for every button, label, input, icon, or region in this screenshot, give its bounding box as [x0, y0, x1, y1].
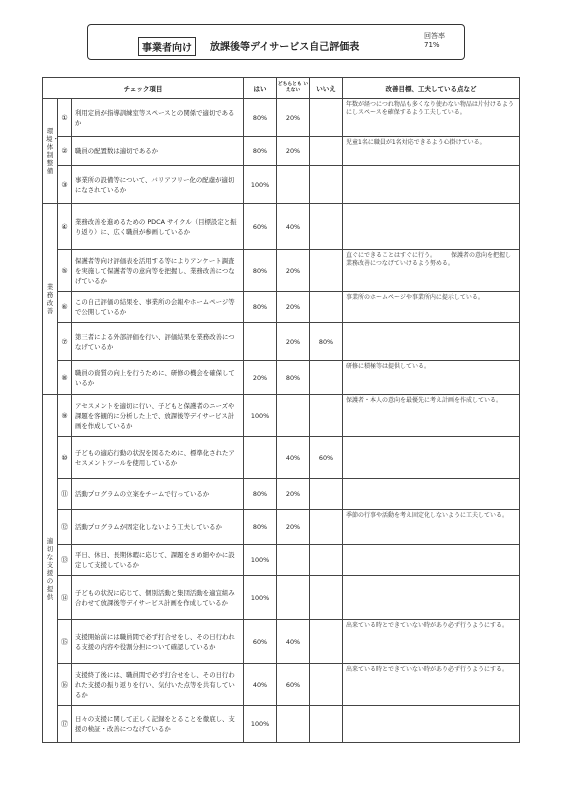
no-value	[310, 166, 343, 204]
improvement-note: 研修に積極等は提供している。	[343, 361, 520, 395]
table-row	[43, 250, 520, 292]
no-value	[310, 361, 343, 395]
check-item: 職員の配置数は適切であるか	[72, 137, 244, 166]
check-item: アセスメントを適切に行い、子どもと保護者のニーズや課題を客観的に分析した上で、放課後等デイサービス計画を作成しているか	[72, 395, 244, 437]
yes-value: 100%	[244, 576, 277, 620]
neither-value: 60%	[277, 664, 310, 706]
neither-value	[277, 395, 310, 437]
header-yes: はい	[244, 78, 277, 99]
category-environment: 環境・体制整備	[43, 99, 58, 204]
table-row	[43, 292, 520, 323]
check-item: 事業所の設備等について、バリアフリー化の配慮が適切になされているか	[72, 166, 244, 204]
improvement-note: 年数が経つにつれ物品も多くなり使わない物品は片付けるようにしスペースを確保するよう工夫している。	[343, 99, 520, 137]
check-item: 活動プログラムが固定化しないよう工夫しているか	[72, 510, 244, 545]
yes-value: 100%	[244, 166, 277, 204]
neither-value	[277, 545, 310, 576]
no-value	[310, 99, 343, 137]
check-item: 日々の支援に関して正しく記録をとることを徹底し、支援の検証・改善につなげているか	[72, 706, 244, 743]
yes-value	[244, 437, 277, 479]
improvement-note	[343, 479, 520, 510]
neither-value: 20%	[277, 292, 310, 323]
check-item: この自己評価の結果を、事業所の会報やホームページ等で公開しているか	[72, 292, 244, 323]
table-row	[43, 479, 520, 510]
response-rate-label: 回答率	[424, 32, 445, 40]
row-number: ③	[58, 166, 72, 204]
row-number: ⑧	[58, 361, 72, 395]
table-row	[43, 664, 520, 706]
table-row	[43, 395, 520, 437]
row-number: ⑮	[58, 620, 72, 664]
check-item: 平日、休日、長期休暇に応じて、課題をきめ細やかに設定して支援しているか	[72, 545, 244, 576]
improvement-note	[343, 545, 520, 576]
improvement-note: 出来ている時とできていない時があり必ず行うようにする。	[343, 620, 520, 664]
improvement-note	[343, 204, 520, 250]
check-item: 業務改善を進めるための PDCA サイクル（目標設定と振り返り）に、広く職員が参画しているか	[72, 204, 244, 250]
response-rate-value: 71%	[424, 41, 440, 49]
neither-value: 20%	[277, 137, 310, 166]
table-row	[43, 545, 520, 576]
table-row	[43, 137, 520, 166]
row-number: ⑦	[58, 323, 72, 361]
no-value	[310, 137, 343, 166]
improvement-note: 出来ている時とできていない時があり必ず行うようにする。	[343, 664, 520, 706]
check-item: 支援終了後には、職員間で必ず打合せをし、その日行われた支援の振り返りを行い、気付いた点等を共有しているか	[72, 664, 244, 706]
improvement-note: 保護者・本人の意向を最優先に考え計画を作成している。	[343, 395, 520, 437]
yes-value: 80%	[244, 250, 277, 292]
category-business: 業務改善	[43, 204, 58, 395]
no-value	[310, 292, 343, 323]
page-title: 放課後等デイサービス自己評価表	[210, 42, 360, 53]
row-number: ⑥	[58, 292, 72, 323]
yes-value: 80%	[244, 510, 277, 545]
check-item: 子どもの状況に応じて、個別活動と集団活動を適宜組み合わせて放課後等デイサービス計画を作成しているか	[72, 576, 244, 620]
improvement-note	[343, 437, 520, 479]
yes-value: 80%	[244, 292, 277, 323]
no-value	[310, 395, 343, 437]
no-value: 80%	[310, 323, 343, 361]
row-number: ⑬	[58, 545, 72, 576]
neither-value: 20%	[277, 479, 310, 510]
no-value	[310, 510, 343, 545]
table-row	[43, 99, 520, 137]
no-value	[310, 664, 343, 706]
improvement-note	[343, 706, 520, 743]
improvement-note	[343, 166, 520, 204]
yes-value: 100%	[244, 545, 277, 576]
row-number: ⑭	[58, 576, 72, 620]
improvement-note: 事業所のホームページや事業所内に提示している。	[343, 292, 520, 323]
neither-value: 80%	[277, 361, 310, 395]
improvement-note: 直ぐにできることはすぐに行う。 保護者の意向を把握し業務改善につなげていけるよう努める。	[343, 250, 520, 292]
table-row	[43, 323, 520, 361]
improvement-note	[343, 576, 520, 620]
yes-value: 80%	[244, 479, 277, 510]
yes-value: 100%	[244, 395, 277, 437]
neither-value: 40%	[277, 204, 310, 250]
row-number: ⑩	[58, 437, 72, 479]
header-box	[87, 24, 465, 60]
check-item: 利用定員が指導訓練室等スペースとの関係で適切であるか	[72, 99, 244, 137]
table-row	[43, 620, 520, 664]
no-value	[310, 204, 343, 250]
row-number: ①	[58, 99, 72, 137]
evaluation-table	[42, 77, 520, 743]
no-value: 60%	[310, 437, 343, 479]
neither-value: 20%	[277, 323, 310, 361]
no-value	[310, 620, 343, 664]
row-number: ⑪	[58, 479, 72, 510]
yes-value: 60%	[244, 620, 277, 664]
table-row	[43, 510, 520, 545]
header-improve: 改善目標、工夫している点など	[343, 78, 520, 99]
table-row	[43, 166, 520, 204]
no-value	[310, 545, 343, 576]
row-number: ⑰	[58, 706, 72, 743]
yes-value	[244, 323, 277, 361]
row-number: ⑨	[58, 395, 72, 437]
check-item: 保護者等向け評価表を活用する等によりアンケート調査を実施して保護者等の意向等を把握し、業務改善につなげているか	[72, 250, 244, 292]
neither-value	[277, 576, 310, 620]
audience-tag: 事業者向け	[138, 37, 196, 56]
neither-value: 20%	[277, 99, 310, 137]
table-row	[43, 204, 520, 250]
no-value	[310, 576, 343, 620]
no-value	[310, 479, 343, 510]
row-number: ⑫	[58, 510, 72, 545]
row-number: ②	[58, 137, 72, 166]
header-check: チェック項目	[43, 78, 244, 99]
yes-value: 80%	[244, 99, 277, 137]
check-item: 第三者による外部評価を行い、評価結果を業務改善につなげているか	[72, 323, 244, 361]
neither-value	[277, 706, 310, 743]
neither-value: 40%	[277, 620, 310, 664]
neither-value: 20%	[277, 510, 310, 545]
check-item: 支援開始前には職員間で必ず打合せをし、その日行われる支援の内容や役割分担について確認しているか	[72, 620, 244, 664]
table-row	[43, 706, 520, 743]
header-neither: どちらとも いえない	[277, 78, 310, 99]
yes-value: 80%	[244, 137, 277, 166]
neither-value: 20%	[277, 250, 310, 292]
table-row	[43, 437, 520, 479]
neither-value: 40%	[277, 437, 310, 479]
check-item: 職員の資質の向上を行うために、研修の機会を確保しているか	[72, 361, 244, 395]
neither-value	[277, 166, 310, 204]
category-support: 適切な支援の提供	[43, 395, 58, 743]
table-row	[43, 576, 520, 620]
check-item: 子どもの適応行動の状況を図るために、標準化されたアセスメントツールを使用しているか	[72, 437, 244, 479]
row-number: ⑤	[58, 250, 72, 292]
improvement-note: 児童1名に職員が1名対応できるよう心掛けている。	[343, 137, 520, 166]
table-header-row	[43, 78, 520, 99]
yes-value: 60%	[244, 204, 277, 250]
header-no: いいえ	[310, 78, 343, 99]
improvement-note: 季節の行事や活動を考え固定化しないように工夫している。	[343, 510, 520, 545]
no-value	[310, 250, 343, 292]
no-value	[310, 706, 343, 743]
yes-value: 100%	[244, 706, 277, 743]
table-row	[43, 361, 520, 395]
check-item: 活動プログラムの立案をチームで行っているか	[72, 479, 244, 510]
row-number: ④	[58, 204, 72, 250]
yes-value: 40%	[244, 664, 277, 706]
response-rate	[424, 32, 445, 50]
row-number: ⑯	[58, 664, 72, 706]
yes-value: 20%	[244, 361, 277, 395]
improvement-note	[343, 323, 520, 361]
